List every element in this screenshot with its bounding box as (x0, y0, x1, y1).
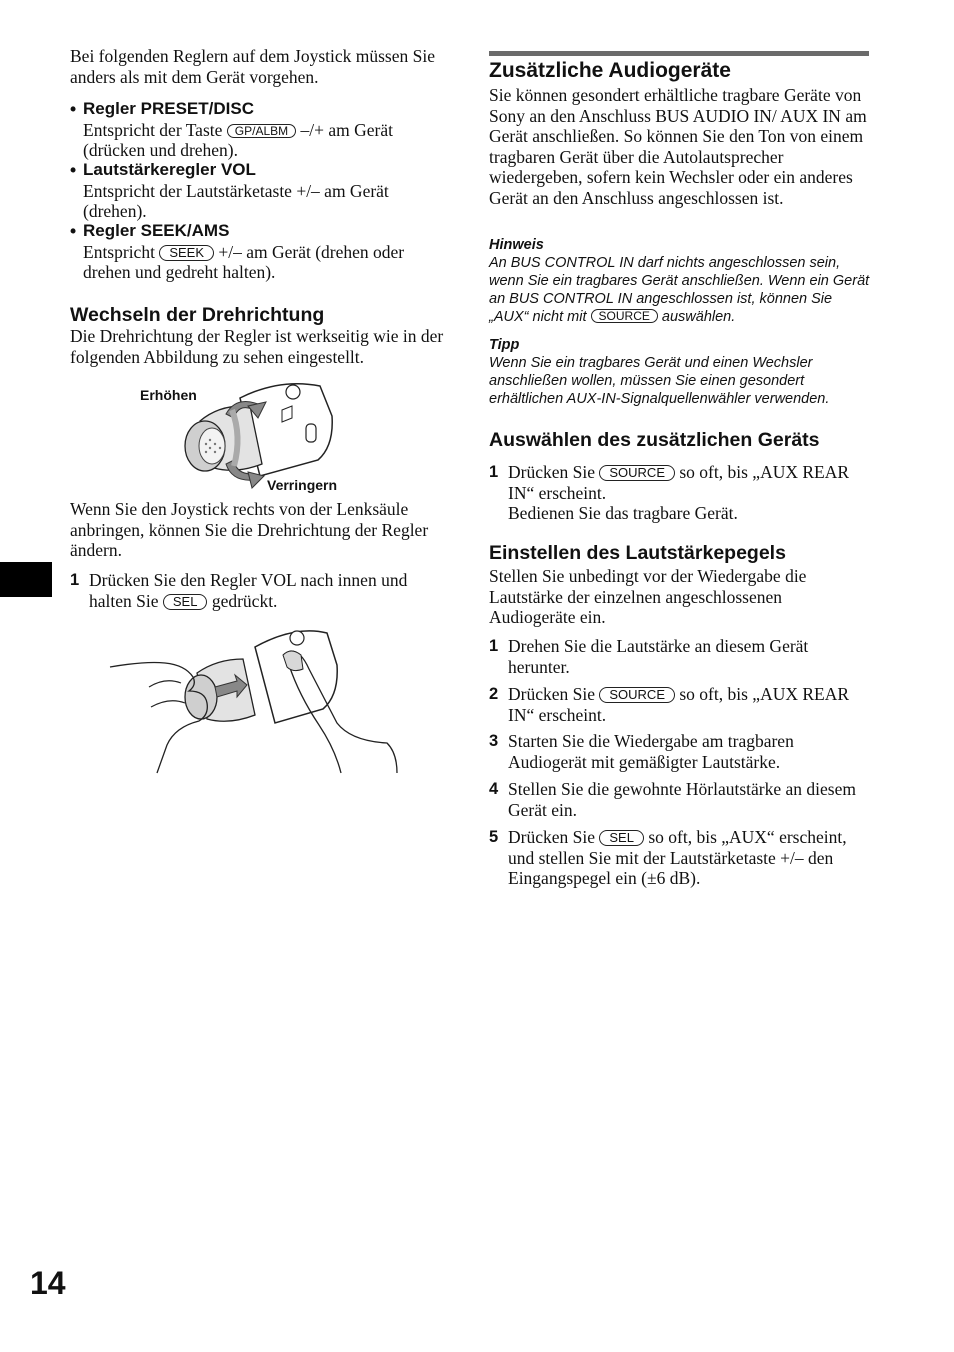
bullet-heading: Lautstärkeregler VOL (83, 160, 256, 179)
step-text: so oft, bis „AUX REAR IN“ erscheint. (508, 684, 850, 725)
source-button-label: SOURCE (599, 687, 675, 703)
step-number: 3 (489, 732, 499, 750)
bullet-text: Entspricht der Lautstärketaste +/– am Gerät (drehen). (83, 180, 389, 221)
bullet-heading: Regler SEEK/AMS (83, 221, 230, 240)
section-title-direction: Wechseln der Drehrichtung (70, 304, 325, 326)
bullet-marker: • (70, 160, 77, 180)
tipp-heading: Tipp (489, 337, 520, 353)
bullet-text: +/– am Gerät (drehen oder drehen und gedreht halten). (83, 241, 405, 282)
step-text: Drehen Sie die Lautstärke an diesem Gerät herunter. (508, 636, 809, 677)
bullet-seek-ams (70, 221, 450, 283)
source-button-label: SOURCE (591, 309, 658, 323)
hinweis-text: An BUS CONTROL IN darf nichts angeschlossen sein, wenn Sie ein tragbares Gerät anschließen. Wenn ein Gerät an BUS CONTROL IN angeschlossen ist, können Sie „AUX“ nicht mit (489, 255, 870, 325)
step-text: Drücken Sie (508, 684, 595, 704)
hand-pressing-knob-illustration (105, 625, 405, 775)
gp-albm-button-label: GP/ALBM (227, 124, 296, 138)
section-title-select: Auswählen des zusätzlichen Geräts (489, 429, 820, 451)
step-number: 5 (489, 828, 499, 846)
figure-press-knob (105, 625, 405, 775)
tipp-text: Wenn Sie ein tragbares Gerät und einen Wechsler anschließen wollen, müssen Sie einen gesondert erhältlichen AUX-IN-Signalquellenwähler verwenden. (489, 355, 830, 407)
bullet-marker: • (70, 221, 77, 241)
figure-rotation-direction (140, 376, 370, 496)
step-text: gedrückt. (211, 590, 278, 611)
step-text: Drücken Sie den Regler VOL nach innen und halten Sie (89, 570, 408, 611)
step-text: Starten Sie die Wiedergabe am tragbaren Audiogerät mit gemäßigter Lautstärke. (508, 731, 794, 772)
step-text: Stellen Sie die gewohnte Hörlautstärke an diesem Gerät ein. (508, 779, 856, 820)
after-figure-paragraph: Wenn Sie den Joystick rechts von der Lenksäule anbringen, können Sie die Drehrichtung der Regler ändern. (70, 499, 429, 560)
step-number: 1 (489, 463, 499, 481)
bullet-preset-disc (70, 99, 450, 161)
bullet-text: –/+ am Gerät (drücken und drehen). (83, 119, 393, 160)
section-rule (489, 51, 869, 56)
intro-paragraph: Bei folgenden Reglern auf dem Joystick müssen Sie anders als mit dem Gerät vorgehen. (70, 46, 435, 87)
page-number: 14 (30, 1265, 66, 1301)
level-intro-paragraph: Stellen Sie unbedingt vor der Wiedergabe die Lautstärke der einzelnen angeschlossenen Audiogeräte ein. (489, 566, 807, 627)
hinweis-text: auswählen. (661, 309, 736, 325)
level-step-3 (489, 731, 870, 772)
direction-paragraph: Die Drehrichtung der Regler ist werkseitig wie in der folgenden Abbildung zu sehen eingestellt. (70, 326, 444, 367)
hinweis-note (489, 236, 871, 326)
step-number: 2 (489, 685, 499, 703)
bullet-vol (70, 160, 450, 222)
step-number: 4 (489, 780, 499, 798)
level-step-1 (489, 636, 870, 677)
bullet-text: Entspricht der Taste (83, 119, 223, 140)
level-step-2 (489, 684, 870, 725)
page-section-title: Zusätzliche Audiogeräte (489, 59, 731, 82)
audio-intro-paragraph: Sie können gesondert erhältliche tragbare Geräte von Sony an den Anschluss BUS AUDIO IN/ AUX IN am Gerät anschließen. So können Sie den Ton von einem tragbaren Gerät über die Autolautsprecher wiedergeben, sofern kein Wechsler oder ein anderes Gerät an den Anschluss angeschlossen ist. (489, 85, 867, 208)
level-step-5 (489, 827, 870, 889)
sel-button-label: SEL (599, 830, 644, 846)
source-button-label: SOURCE (599, 465, 675, 481)
tipp-note (489, 336, 871, 408)
bullet-heading: Regler PRESET/DISC (83, 99, 254, 118)
seek-button-label: SEEK (159, 245, 214, 261)
step-text: so oft, bis „AUX“ erscheint, und stellen Sie mit der Lautstärketaste +/– den Eingangspegel ein (±6 dB). (508, 827, 847, 888)
label-decrease: Verringern (267, 477, 338, 493)
step-text: Drücken Sie (508, 827, 595, 847)
step-number: 1 (489, 637, 499, 655)
label-increase: Erhöhen (140, 387, 197, 403)
step-1-left (70, 570, 451, 611)
bullet-marker: • (70, 99, 77, 119)
sel-button-label: SEL (163, 594, 208, 610)
step-text: Drücken Sie (508, 462, 595, 482)
step-number: 1 (70, 571, 80, 589)
section-title-level: Einstellen des Lautstärkepegels (489, 542, 786, 564)
hinweis-heading: Hinweis (489, 237, 544, 253)
select-step-1 (489, 462, 870, 524)
step-subtext: Bedienen Sie das tragbare Gerät. (508, 503, 738, 523)
bullet-text: Entspricht (83, 241, 155, 262)
level-step-4 (489, 779, 870, 820)
language-tab-marker (0, 562, 52, 597)
step-text: so oft, bis „AUX REAR IN“ erscheint. (508, 462, 850, 503)
